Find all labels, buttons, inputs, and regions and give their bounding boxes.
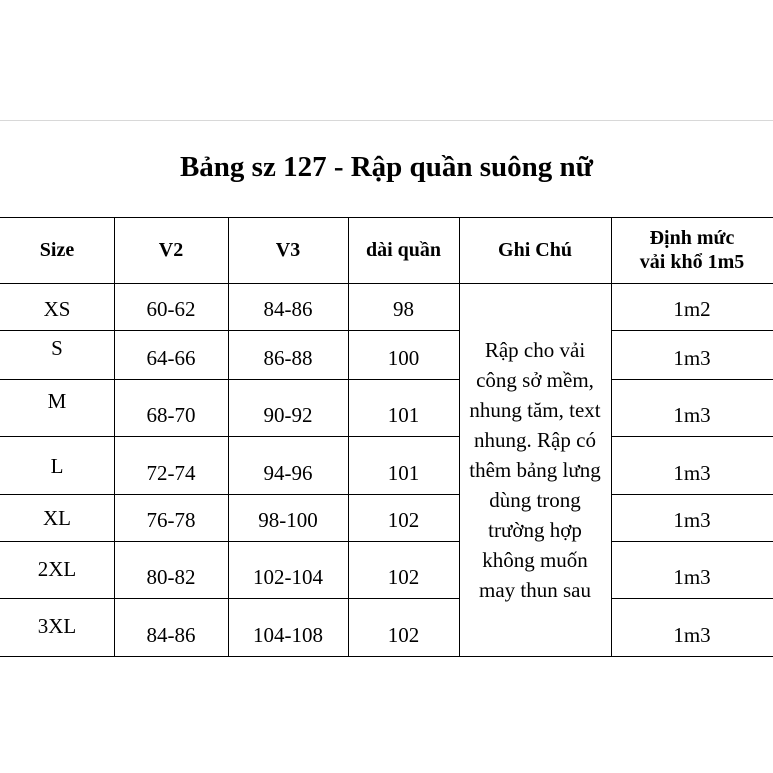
length-cell: 102 (387, 507, 420, 532)
row-divider (0, 330, 459, 331)
v2-cell: 64-66 (146, 345, 196, 370)
size-cell: S (51, 336, 63, 360)
column-divider (459, 217, 460, 657)
column-divider (228, 217, 229, 657)
v3-cell: 94-96 (263, 460, 313, 485)
size-table (0, 217, 773, 657)
header-v3: V3 (275, 239, 301, 261)
v2-cell: 84-86 (146, 622, 196, 647)
size-chart-sheet (0, 120, 773, 656)
fabric-cell: 1m3 (673, 564, 711, 589)
note-line: công sở mềm, (476, 367, 594, 392)
v2-cell: 68-70 (146, 402, 196, 427)
row-divider (611, 330, 773, 331)
size-cell: XL (43, 506, 71, 530)
v3-cell: 86-88 (263, 345, 313, 370)
note-line: nhung. Rập có (474, 427, 596, 452)
header-fabric-line1: Định mức (649, 227, 735, 249)
size-cell: L (50, 454, 64, 478)
table-border-bottom (0, 656, 773, 657)
fabric-cell: 1m3 (673, 345, 711, 370)
fabric-cell: 1m3 (673, 622, 711, 647)
note-line: Rập cho vải (484, 337, 586, 362)
length-cell: 102 (387, 622, 420, 647)
v3-cell: 84-86 (263, 297, 313, 321)
row-divider (611, 494, 773, 495)
header-length: dài quần (365, 239, 442, 261)
size-cell: M (47, 389, 67, 413)
note-line: dùng trong (489, 487, 581, 512)
v2-cell: 80-82 (146, 564, 196, 589)
row-divider (611, 436, 773, 437)
note-line: trường hợp (488, 517, 582, 542)
length-cell: 101 (387, 460, 420, 485)
header-fabric (611, 217, 773, 283)
size-cell: 2XL (37, 557, 77, 581)
size-cell: 3XL (37, 614, 77, 638)
fabric-cell: 1m3 (673, 402, 711, 427)
length-cell: 100 (387, 345, 420, 370)
header-fabric-line2: vải khổ 1m5 (639, 251, 745, 273)
column-divider (114, 217, 115, 657)
header-divider (0, 283, 773, 284)
fabric-cell: 1m3 (673, 507, 711, 532)
v2-cell: 72-74 (146, 460, 196, 485)
fabric-cell: 1m3 (673, 460, 711, 485)
row-divider (0, 494, 459, 495)
row-divider (0, 436, 459, 437)
column-divider (348, 217, 349, 657)
row-divider (0, 541, 459, 542)
row-divider (611, 379, 773, 380)
row-divider (0, 379, 459, 380)
note-line: thêm bảng lưng (469, 457, 601, 482)
note-line: nhung tăm, text (469, 397, 601, 422)
header-note: Ghi Chú (498, 239, 572, 261)
chart-title: Bảng sz 127 - Rập quần suông nữ (179, 151, 594, 183)
note-line: không muốn (482, 547, 588, 572)
length-cell: 102 (387, 564, 420, 589)
header-size: Size (39, 239, 75, 261)
row-divider (0, 598, 459, 599)
row-divider (611, 598, 773, 599)
fabric-cell: 1m2 (673, 296, 711, 321)
note-cell (459, 283, 611, 656)
size-cell: XS (43, 297, 71, 321)
length-cell: 101 (387, 402, 420, 427)
row-divider (611, 541, 773, 542)
v3-cell: 90-92 (263, 402, 313, 427)
header-v2: V2 (158, 239, 184, 261)
v3-cell: 98-100 (258, 507, 318, 532)
v3-cell: 104-108 (253, 622, 323, 647)
v3-cell: 102-104 (253, 564, 323, 589)
v2-cell: 60-62 (146, 297, 196, 321)
note-line: may thun sau (479, 577, 591, 602)
table-border-top (0, 217, 773, 218)
note-text (469, 335, 601, 605)
length-cell: 98 (393, 297, 414, 321)
v2-cell: 76-78 (146, 507, 196, 532)
column-divider (611, 217, 612, 657)
